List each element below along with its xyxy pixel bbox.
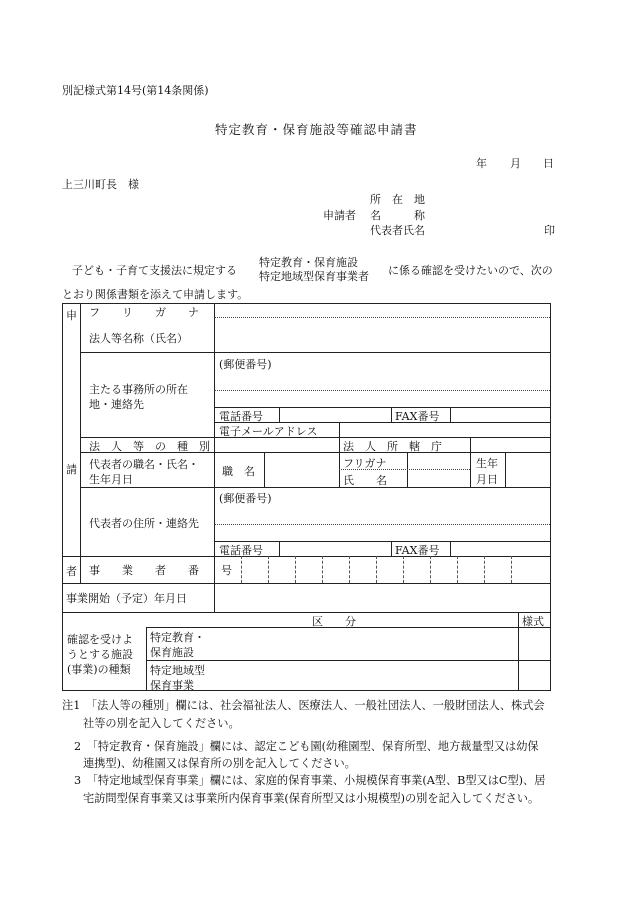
note-2-line2: 連携型)、幼稚園又は保育所の別を記入してください。: [83, 757, 356, 770]
community-label-line2: 保育事業: [150, 679, 194, 692]
applicant-label: 申請者: [323, 209, 356, 222]
intro-line2: とおり関係書類を添えて申請します。: [62, 288, 249, 301]
facility-label-line2: 保育施設: [150, 646, 194, 659]
form-number: 別記様式第14号(第14条関係): [62, 84, 209, 97]
note-1-line1: 注1 「法人等の種別」欄には、社会福祉法人、医療法人、一般社団法人、一般財団法人、株式会: [62, 699, 545, 712]
rep-address-label: 代表者の住所・連絡先: [89, 517, 199, 530]
applicant-address-label: 所 在 地: [370, 193, 425, 206]
rep-name-label: 氏 名: [343, 474, 387, 487]
office-phone-label: 電話番号: [219, 410, 263, 423]
confirm-label-line3: (事業)の種類: [67, 663, 131, 676]
intro-part1: 子ども・子育て支援法に規定する: [72, 264, 237, 277]
rep-phone-label: 電話番号: [219, 544, 263, 557]
confirm-label-line2: うとする施設: [67, 648, 133, 661]
office-label-line2: 地・連絡先: [89, 398, 144, 411]
format-header: 様式: [522, 615, 544, 628]
office-postal-label: (郵便番号): [219, 358, 272, 371]
side-label-sha: 者: [66, 565, 77, 578]
furigana-label: フ リ ガ ナ: [89, 306, 199, 319]
office-fax-label: FAX番号: [395, 410, 440, 423]
note-3-line1: 3 「特定地域型保育事業」欄には、家庭的保育事業、小規模保育事業(A型、B型又はC型)、居: [74, 774, 546, 787]
corp-type-label: 法 人 等 の 種 別: [89, 440, 210, 453]
jurisdiction-label: 法 人 所 轄 庁: [343, 440, 442, 453]
date-day-label: 日: [543, 157, 554, 170]
rep-furigana-label: フリガナ: [343, 457, 387, 470]
addressee: 上三川町長 様: [62, 178, 139, 191]
start-date-label: 事業開始（予定）年月日: [66, 592, 187, 605]
rep-fax-label: FAX番号: [395, 544, 440, 557]
side-label-sei: 請: [66, 463, 77, 476]
rep-label-line2: 生年月日: [89, 473, 133, 486]
page-title: 特定教育・保育施設等確認申請書: [215, 122, 418, 137]
date-year-label: 年: [476, 157, 487, 170]
intro-option-community: 特定地域型保育事業者: [259, 270, 369, 283]
note-1-line2: 社等の別を記入してください。: [83, 717, 240, 730]
applicant-rep-label: 代表者氏名: [370, 224, 425, 237]
note-3-line2: 宅訪問型保育事業又は事業所内保育事業(保育所型又は小規模型)の別を記入してください。: [83, 792, 540, 805]
intro-option-facility: 特定教育・保育施設: [259, 256, 358, 269]
date-month-label: 月: [510, 157, 521, 170]
office-label-line1: 主たる事務所の所在: [89, 383, 188, 396]
job-title-label: 職 名: [222, 465, 255, 478]
note-2-line1: 2 「特定教育・保育施設」欄には、認定こども園(幼稚園型、保育所型、地方裁量型又は幼保: [74, 740, 539, 753]
community-label-line1: 特定地域型: [150, 664, 205, 677]
intro-part2: に係る確認を受けたいので、次の: [388, 264, 553, 277]
email-label: 電子メールアドレス: [219, 425, 318, 438]
birth-label-line1: 生年: [476, 457, 498, 470]
rep-postal-label: (郵便番号): [219, 492, 272, 505]
confirm-label-line1: 確認を受けよ: [67, 633, 133, 646]
business-number-label: 事 業 者 番 号: [89, 564, 232, 577]
birth-label-line2: 月日: [476, 473, 498, 486]
corp-name-label: 法人等名称（氏名）: [89, 332, 188, 345]
side-label-shin: 申: [66, 309, 77, 322]
seal-mark: 印: [544, 224, 555, 237]
category-header: 区 分: [312, 615, 356, 628]
facility-label-line1: 特定教育・: [150, 631, 205, 644]
rep-label-line1: 代表者の職名・氏名・: [89, 458, 199, 471]
applicant-name-label: 名 称: [370, 209, 425, 222]
